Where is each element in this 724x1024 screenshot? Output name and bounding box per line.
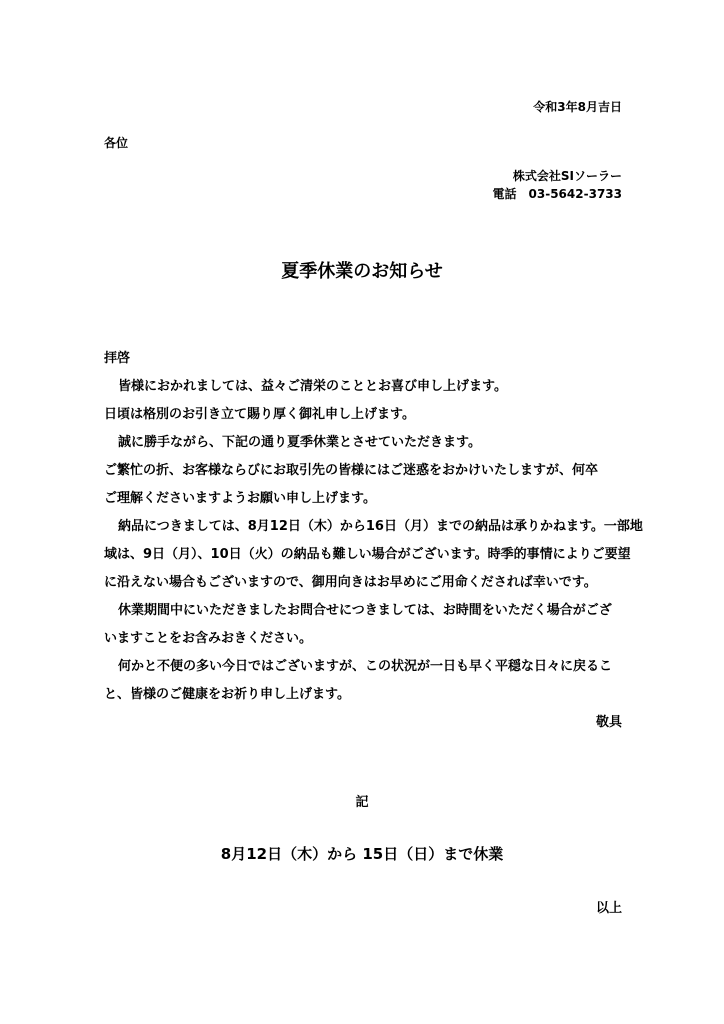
closing-word: 敬具 xyxy=(595,715,622,730)
body-line-7: 域は、9日（月）、10日（火）の納品も難しい場合がございます。時季的事情によりご要望 xyxy=(104,547,631,562)
document-date: 令和3年8月吉日 xyxy=(533,100,622,114)
opening-word: 拝啓 xyxy=(104,351,131,366)
body-line-3: 誠に勝手ながら、下記の通り夏季休業とさせていただきます。 xyxy=(118,435,481,450)
holiday-schedule: 8月12日（木）から 15日（日）まで休業 xyxy=(220,845,504,863)
recipient: 各位 xyxy=(104,136,129,150)
body-line-2: 日頃は格別のお引き立て賜り厚く御礼申し上げます。 xyxy=(104,407,415,422)
body-line-12: と、皆様のご健康をお祈り申し上げます。 xyxy=(104,687,350,702)
document-title: 夏季休業のお知らせ xyxy=(281,261,443,282)
body-line-11: 何かと不便の多い今日ではございますが、この状況が一日も早く平穏な日々に戻るこ xyxy=(118,659,613,674)
ki-heading: 記 xyxy=(355,795,369,810)
sender-phone: 電話 03-5642-3733 xyxy=(492,187,622,201)
sender-company: 株式会社SIソーラー xyxy=(512,169,622,183)
body-line-10: いますことをお含みおきください。 xyxy=(104,631,313,646)
body-line-5: ご理解くださいますようお願い申し上げます。 xyxy=(104,491,376,506)
body-line-8: に沿えない場合もございますので、御用向きはお早めにご用命くだされば幸いです。 xyxy=(104,575,597,590)
end-word: 以上 xyxy=(595,901,622,916)
body-line-6: 納品につきましては、8月12日（木）から16日（月）までの納品は承りかねます。一部地 xyxy=(118,519,643,534)
body-line-4: ご繁忙の折、お客様ならびにお取引先の皆様にはご迷惑をおかけいたしますが、何卒 xyxy=(104,463,599,478)
body-line-1: 皆様におかれましては、益々ご清栄のこととお喜び申し上げます。 xyxy=(118,379,507,394)
body-line-9: 休業期間中にいただきましたお問合せにつきましては、お時間をいただく場合がござ xyxy=(118,603,612,618)
